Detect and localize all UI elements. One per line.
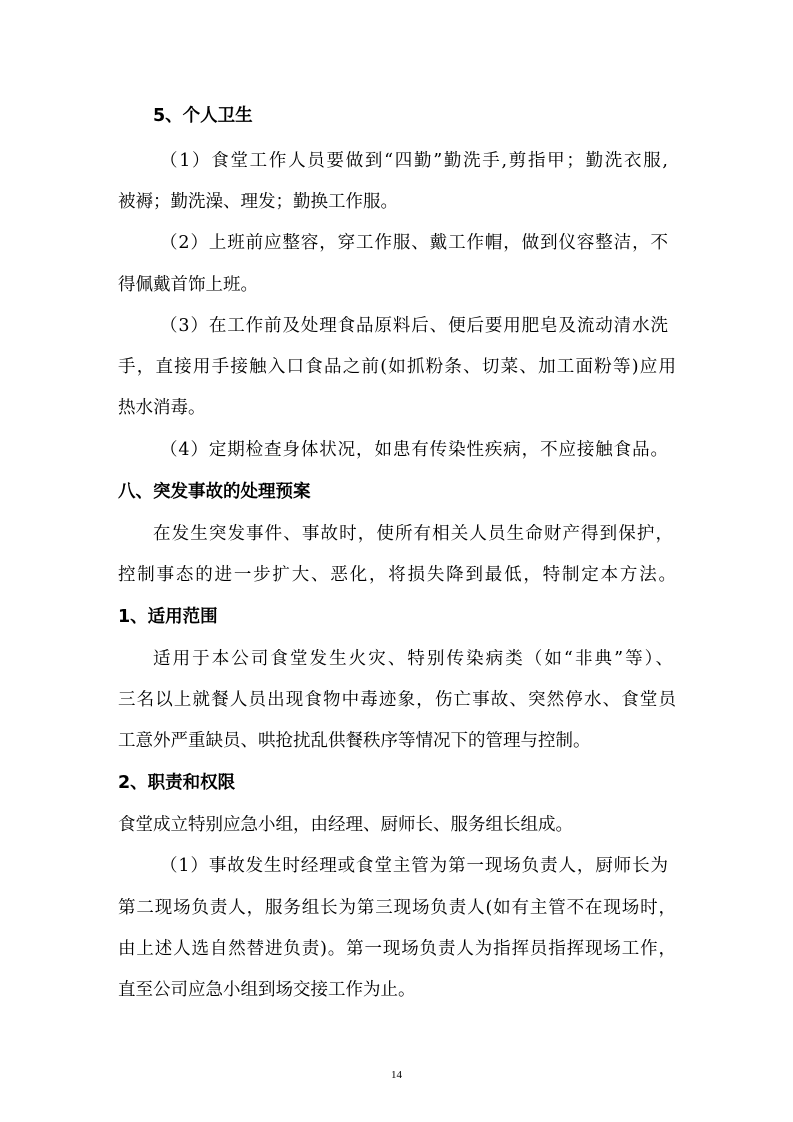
- s5-para-1-line-2: 被褥；勤洗澡、理发；勤换工作服。: [118, 192, 398, 212]
- s8-1-para-line-1: 适用于本公司食堂发生火灾、特别传染病类（如“非典”等）、: [153, 649, 673, 669]
- s8-2-para-2-line-3: 由上述人选自然替进负责)。第一现场负责人为指挥员指挥现场工作，: [118, 939, 676, 959]
- section-5-heading: 5、个人卫生: [153, 106, 253, 126]
- section-8-2-heading: 2、职责和权限: [118, 773, 236, 793]
- s5-para-3-line-3: 热水消毒。: [118, 398, 206, 418]
- s8-1-para-line-3: 工意外严重缺员、哄抢扰乱供餐秩序等情况下的管理与控制。: [118, 731, 591, 751]
- s8-para-1-line-2: 控制事态的进一步扩大、恶化，将损失降到最低，特制定本方法。: [118, 565, 676, 585]
- page-number: 14: [391, 1069, 402, 1081]
- s8-1-para-line-2: 三名以上就餐人员出现食物中毒迹象，伤亡事故、突然停水、食堂员: [118, 690, 676, 710]
- s5-para-3-line-2: 手，直接用手接触入口食品之前(如抓粉条、切菜、加工面粉等)应用: [118, 357, 676, 377]
- s5-para-4-line-1: （4）定期检查身体状况，如患有传染性疾病，不应接触食品。: [160, 440, 668, 460]
- s8-2-para-2-line-2: 第二现场负责人，服务组长为第三现场负责人(如有主管不在现场时，: [118, 898, 676, 918]
- s5-para-1-line-1: （1）食堂工作人员要做到“四勤”勤洗手,剪指甲；勤洗衣服,: [160, 151, 668, 171]
- s5-para-3-line-1: （3）在工作前及处理食品原料后、便后要用肥皂及流动清水洗: [160, 316, 668, 336]
- section-8-1-heading: 1、适用范围: [118, 607, 218, 627]
- s8-2-para-2-line-4: 直至公司应急小组到场交接工作为止。: [118, 980, 416, 1000]
- s5-para-2-line-2: 得佩戴首饰上班。: [118, 275, 258, 295]
- s5-para-2-line-1: （2）上班前应整容，穿工作服、戴工作帽，做到仪容整洁，不: [160, 233, 668, 253]
- s8-2-para-2-line-1: （1）事故发生时经理或食堂主管为第一现场负责人，厨师长为: [160, 856, 668, 876]
- s8-para-1-line-1: 在发生突发事件、事故时，使所有相关人员生命财产得到保护，: [153, 524, 673, 544]
- s8-2-para-1: 食堂成立特别应急小组，由经理、厨师长、服务组长组成。: [118, 815, 573, 835]
- section-8-heading: 八、突发事故的处理预案: [118, 482, 311, 502]
